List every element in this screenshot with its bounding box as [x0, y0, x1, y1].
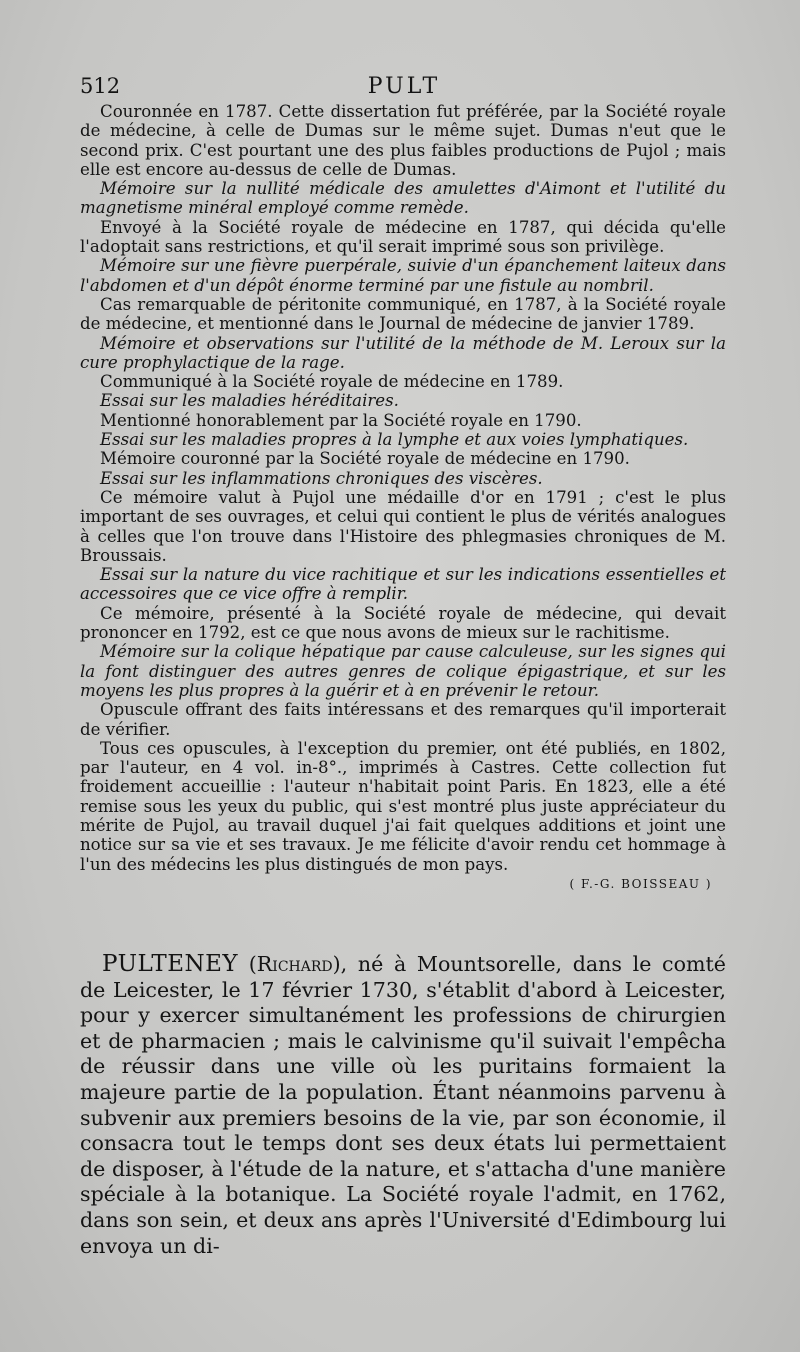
- paragraph: Cas remarquable de péritonite communiqué, en 1787, à la Société royale de médecine, et mentionné dans le Journal de médecine de janvier 1789.: [80, 294, 726, 334]
- paragraph: Tous ces opuscules, à l'exception du premier, ont été publiés, en 1802, par l'auteur, en 4 vol. in-8°., imprimés à Castres. Cette collection fut froidement accueillie : l'auteur n'habitait point Paris. En 1823, elle a été remise sous les yeux du public, qui s'est montré plus juste appréciateur du mérite de Pujol, au travail duquel j'ai fait quelques additions et joint une notice sur sa vie et ses travaux. Je me félicite d'avoir rendu cet hommage à l'un des médecins les plus distingués de mon pays.: [80, 738, 726, 874]
- work-title: Essai sur les maladies propres à la lymphe et aux voies lymphatiques.: [100, 430, 689, 450]
- signature-text: ( F.-G. BOISSEAU ): [569, 876, 712, 891]
- entry-firstname: Richard: [256, 952, 333, 976]
- work-title: Essai sur les maladies héréditaires.: [100, 391, 399, 411]
- pujol-bibliography: [80, 102, 726, 894]
- page-number: 512: [80, 74, 121, 98]
- work-title: Mémoire sur la nullité médicale des amulettes d'Aimont et l'utilité du magnetisme minéral employé comme remède.: [80, 179, 726, 218]
- paragraph: Envoyé à la Société royale de médecine en 1787, qui décida qu'elle l'adoptait sans restrictions, et qu'il serait imprimé sous son privilège.: [80, 217, 726, 257]
- entry-paragraph: [80, 952, 726, 1259]
- work-title: Essai sur les inflammations chroniques des viscères.: [100, 468, 543, 488]
- open-paren: (: [238, 952, 257, 976]
- paragraph: Communiqué à la Société royale de médecine en 1789.: [100, 372, 564, 392]
- paragraph: Ce mémoire valut à Pujol une médaille d'or en 1791 ; c'est le plus important de ses ouvrages, et celui qui contient le plus de vérités analogues à celles que l'on trouve dans l'Histoire des phlegmasies chroniques de M. Broussais.: [80, 487, 726, 565]
- paragraph: Mentionné honorablement par la Société royale en 1790.: [100, 410, 582, 430]
- paragraph: Ce mémoire, présenté à la Société royale de médecine, qui devait prononcer en 1792, est ce que nous avons de mieux sur le rachitisme.: [80, 603, 726, 643]
- pulteney-entry: [80, 952, 726, 1259]
- author-signature: [80, 875, 726, 894]
- work-title: Mémoire sur la colique hépatique par cause calculeuse, sur les signes qui la font distinguer des autres genres de colique épigastrique, et sur les moyens les plus propres à la guérir et à en prévenir le retour.: [80, 642, 726, 700]
- work-title: Mémoire et observations sur l'utilité de la méthode de M. Leroux sur la cure prophylactique de la rage.: [80, 333, 726, 372]
- paragraph: Opuscule offrant des faits intéressans et des remarques qu'il importerait de vérifier.: [80, 700, 726, 739]
- page-header: [80, 74, 728, 102]
- running-head: PULT: [367, 74, 441, 99]
- paragraph: Mémoire couronné par la Société royale de médecine en 1790.: [100, 449, 630, 469]
- entry-body: ), né à Mountsorelle, dans le comté de Leicester, le 17 février 1730, s'établit d'abord à Leicester, pour y exercer simultanément les professions de chirurgien et de pharmacien ; mais le calvinisme qu'il suivait l'empêcha de réussir dans une ville où les puritains formaient la majeure partie de la population. Étant néanmoins parvenu à subvenir aux premiers besoins de la vie, par son économie, il consacra tout le temps dont ses deux états lui permettaient de disposer, à l'étude de la nature, et s'attacha d'une manière spéciale à la botanique. La Société royale l'admit, en 1762, dans son sein, et deux ans après l'Université d'Edimbourg lui envoya un di-: [80, 952, 726, 1258]
- work-title: Mémoire sur une fièvre puerpérale, suivie d'un épanchement laiteux dans l'abdomen et d'un dépôt énorme terminé par une fistule au nombril.: [80, 256, 726, 295]
- paragraph: Couronnée en 1787. Cette dissertation fut préférée, par la Société royale de médecine, à celle de Dumas sur le même sujet. Dumas n'eut que le second prix. C'est pourtant une des plus faibles productions de Pujol ; mais elle est encore au-dessus de celle de Dumas.: [80, 102, 726, 179]
- entry-headword: PULTENEY: [102, 951, 239, 977]
- work-title: Essai sur la nature du vice rachitique et sur les indications essentielles et accessoires que ce vice offre à remplir.: [80, 565, 726, 604]
